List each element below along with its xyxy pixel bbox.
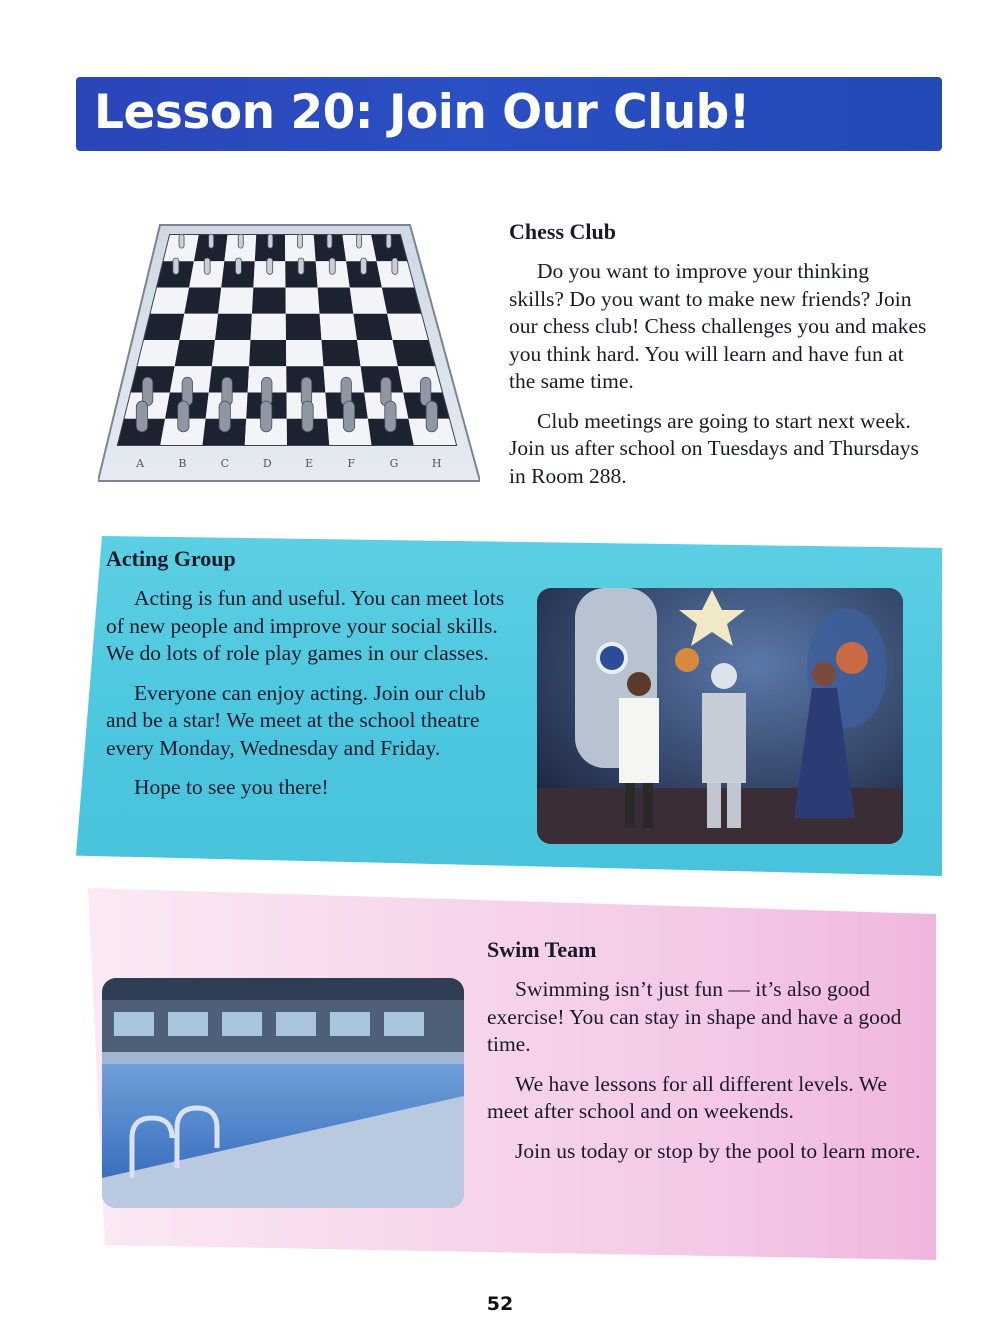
swim-paragraph-3: Join us today or stop by the pool to learn more. xyxy=(515,1138,921,1163)
swim-team-section xyxy=(487,936,932,1177)
lesson-title: Lesson 20: Join Our Club! xyxy=(94,85,750,140)
acting-group-heading: Acting Group xyxy=(106,546,236,571)
swimming-pool-photo xyxy=(102,978,464,1208)
chess-file-label: F xyxy=(347,457,356,470)
swim-paragraph-1: Swimming isn’t just fun — it’s also good exercise! You can stay in shape and have a good time. xyxy=(487,977,902,1056)
page-number: 52 xyxy=(486,1293,514,1315)
acting-group-section xyxy=(106,545,506,814)
acting-paragraph-3: Hope to see you there! xyxy=(134,775,329,799)
lesson-title-banner xyxy=(76,77,942,151)
chess-paragraph-2: Club meetings are going to start next week. Join us after school on Tuesdays and Thursdays in Room 288. xyxy=(509,408,919,488)
swim-team-heading: Swim Team xyxy=(487,937,597,962)
chess-file-label: E xyxy=(305,457,314,470)
stage-play-photo xyxy=(537,588,903,844)
acting-paragraph-1: Acting is fun and useful. You can meet lots of new people and improve your social skills. We do lots of role play games in our classes. xyxy=(106,586,505,665)
chess-file-label: D xyxy=(262,457,272,470)
chess-file-label: H xyxy=(431,457,442,470)
chess-file-label: A xyxy=(136,457,145,470)
swim-paragraph-2: We have lessons for all different levels. We meet after school and on weekends. xyxy=(487,1071,887,1123)
chess-file-label: G xyxy=(389,457,399,470)
chess-file-label: C xyxy=(220,457,230,470)
chess-paragraph-1: Do you want to improve your thinking skills? Do you want to make new friends? Join our chess club! Chess challenges you and makes you think hard. You will learn and have fun at the same time. xyxy=(509,259,927,393)
chess-club-section xyxy=(509,218,929,502)
chess-club-heading: Chess Club xyxy=(509,219,616,244)
acting-paragraph-2: Everyone can enjoy acting. Join our club and be a star! We meet at the school theatre every Monday, Wednesday and Friday. xyxy=(106,680,486,760)
chess-board-image xyxy=(98,195,480,485)
chess-file-label: B xyxy=(178,457,187,470)
